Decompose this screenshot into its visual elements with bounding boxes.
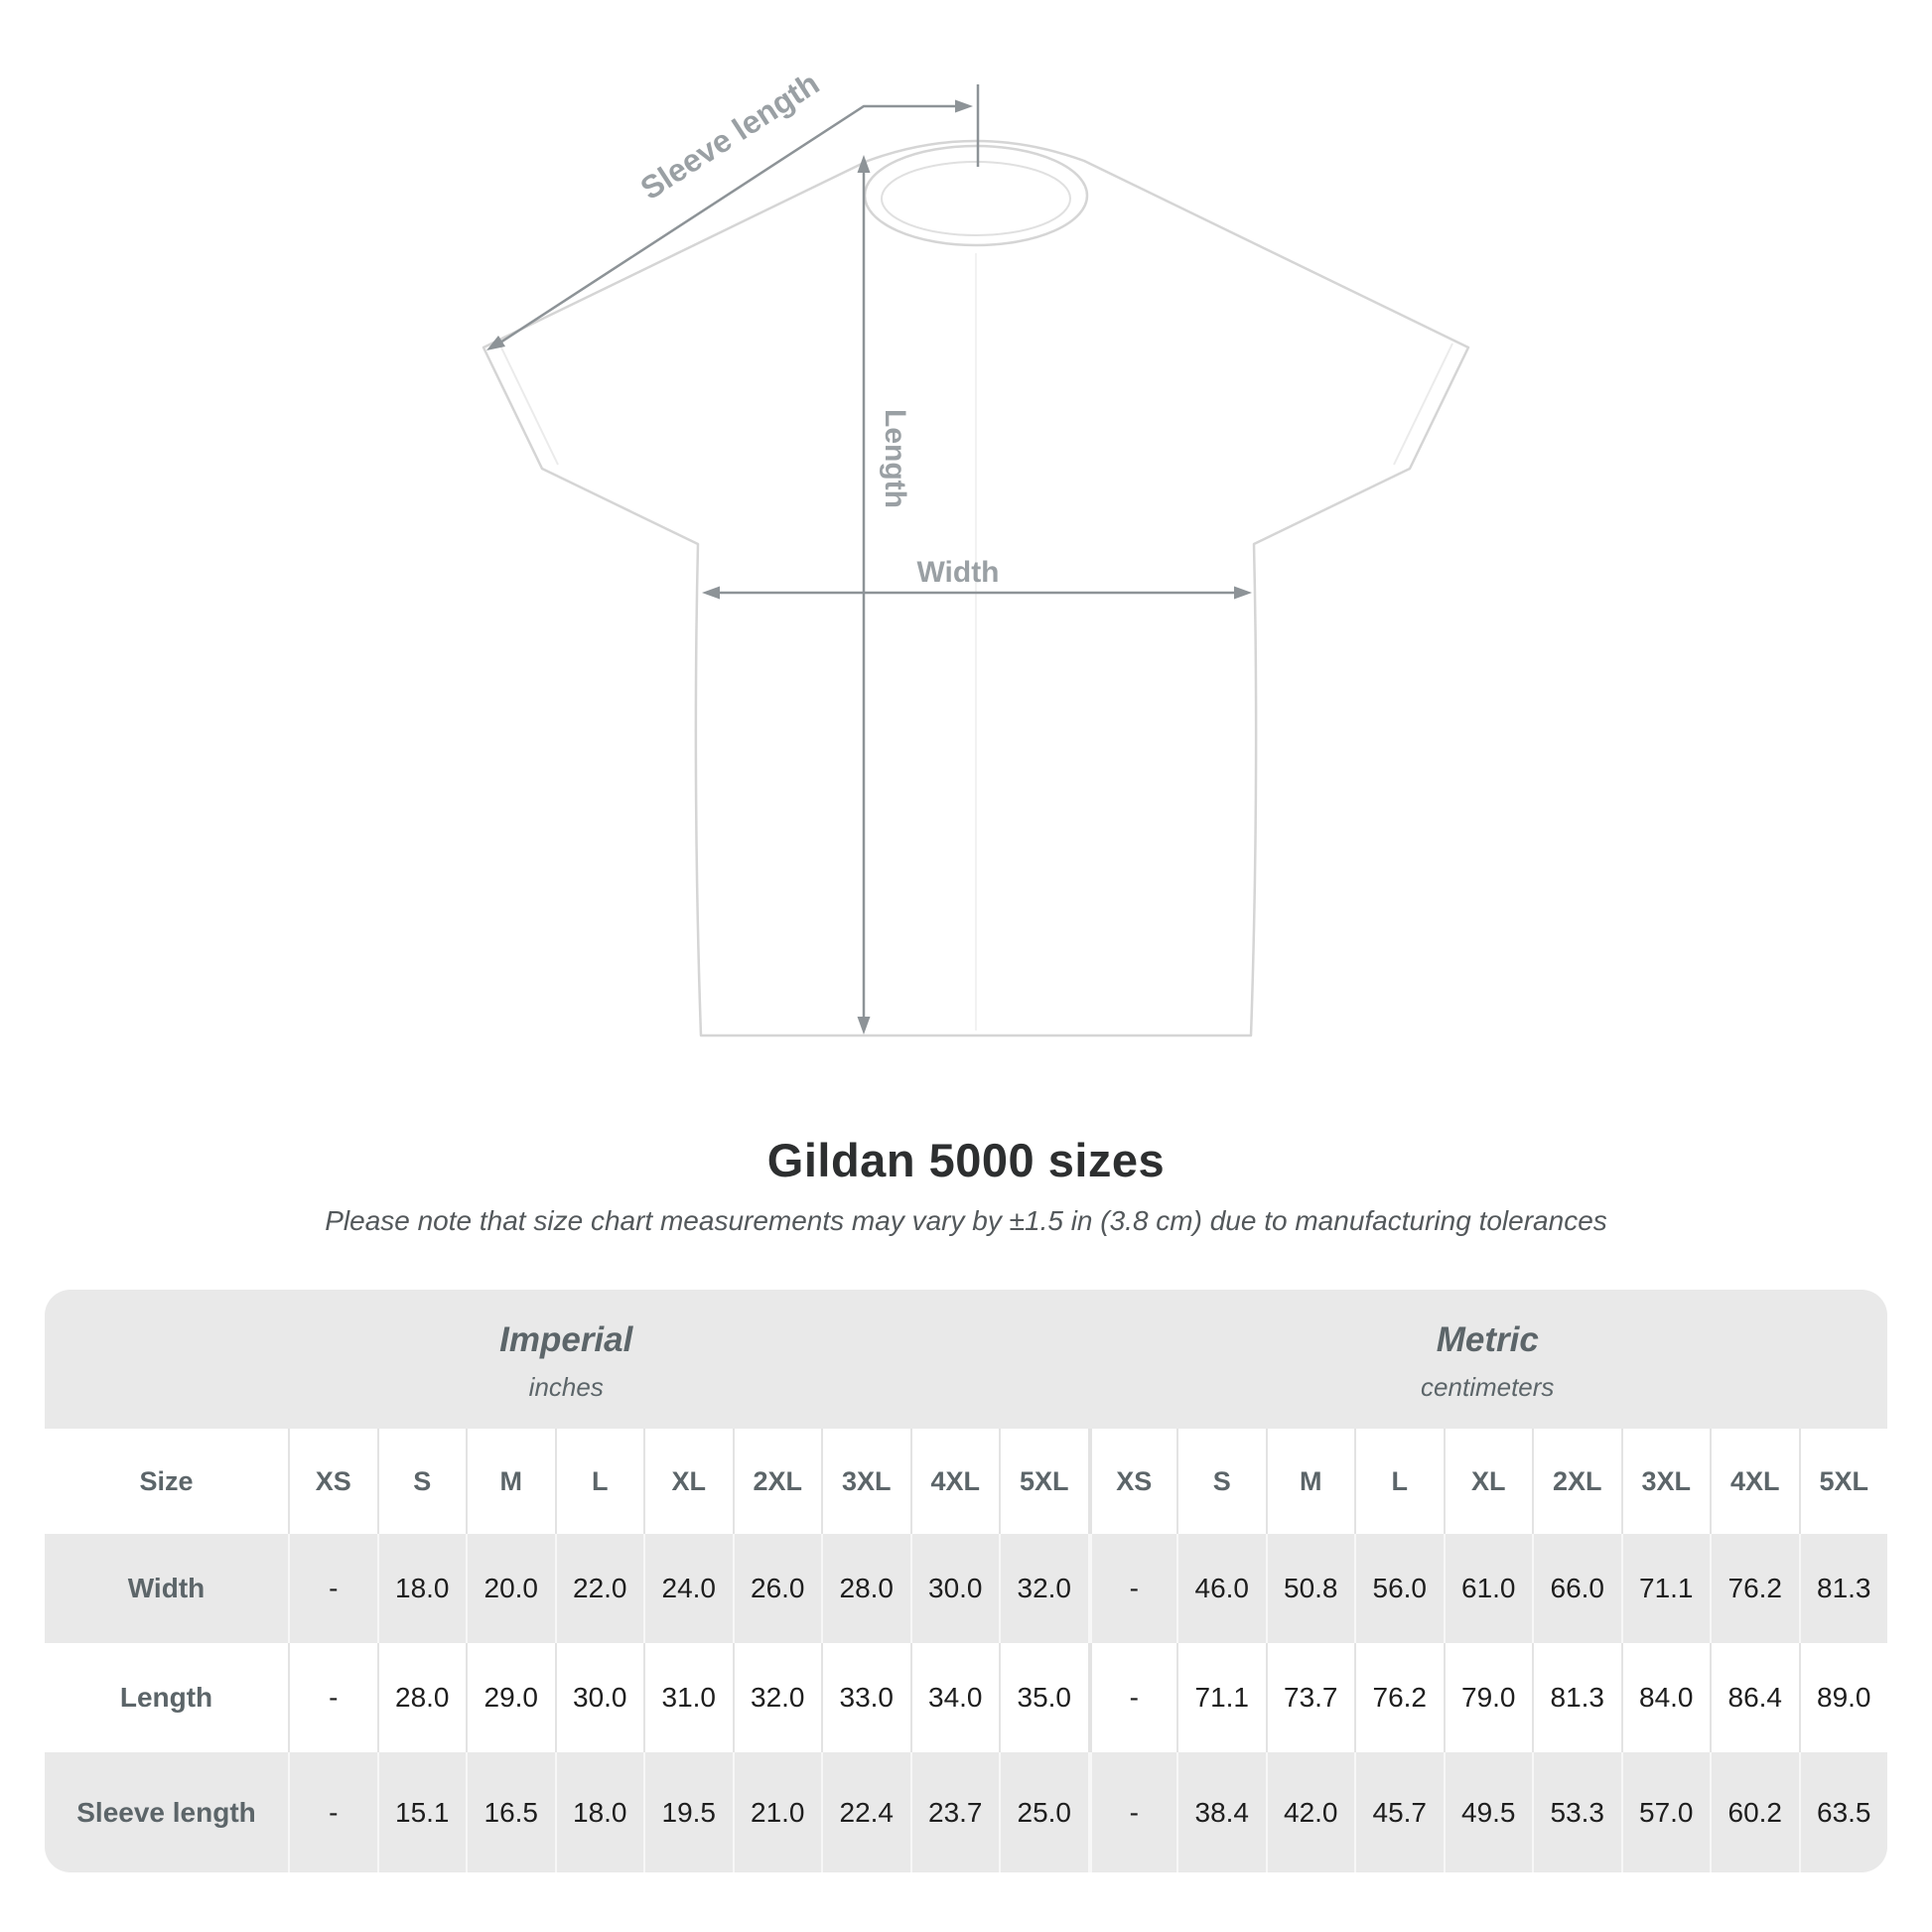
size-table bbox=[45, 1290, 1887, 1872]
length-label: Length bbox=[879, 409, 911, 508]
table-cell: 18.0 bbox=[555, 1752, 644, 1872]
table-cell: 63.5 bbox=[1799, 1752, 1888, 1872]
table-cell: 28.0 bbox=[377, 1643, 467, 1752]
table-cell: 25.0 bbox=[999, 1752, 1088, 1872]
col-header-metric-l: L bbox=[1354, 1429, 1444, 1534]
sleeve-length-arrowhead-collar bbox=[955, 100, 973, 113]
table-cell: 20.0 bbox=[466, 1534, 555, 1643]
tolerance-note: Please note that size chart measurements may vary by ±1.5 in (3.8 cm) due to manufacturing tolerances bbox=[325, 1205, 1607, 1236]
col-header-metric-5xl: 5XL bbox=[1799, 1429, 1888, 1534]
table-cell: 46.0 bbox=[1176, 1534, 1266, 1643]
row-label-sleeve-length: Sleeve length bbox=[76, 1796, 256, 1828]
table-cell: 15.1 bbox=[377, 1752, 467, 1872]
table-cell: 26.0 bbox=[733, 1534, 822, 1643]
col-header-metric-4xl: 4XL bbox=[1710, 1429, 1799, 1534]
imperial-group-header bbox=[45, 1290, 1088, 1429]
table-cell: - bbox=[1088, 1752, 1177, 1872]
table-cell: 34.0 bbox=[910, 1643, 1000, 1752]
imperial-group-title: Imperial bbox=[499, 1319, 633, 1359]
table-cell: 21.0 bbox=[733, 1752, 822, 1872]
table-cell: 73.7 bbox=[1266, 1643, 1355, 1752]
table-cell: 57.0 bbox=[1621, 1752, 1711, 1872]
row-label-length: Length bbox=[45, 1643, 288, 1752]
page-title: Gildan 5000 sizes bbox=[766, 1134, 1166, 1186]
table-cell: 53.3 bbox=[1532, 1752, 1621, 1872]
table-cell: - bbox=[288, 1643, 377, 1752]
table-cell: 18.0 bbox=[377, 1534, 467, 1643]
table-cell: 33.0 bbox=[821, 1643, 910, 1752]
metric-group-title: Metric bbox=[1436, 1319, 1539, 1359]
width-label: Width bbox=[916, 556, 1000, 589]
table-cell: 79.0 bbox=[1444, 1643, 1533, 1752]
table-cell: 19.5 bbox=[643, 1752, 733, 1872]
table-cell: 76.2 bbox=[1710, 1534, 1799, 1643]
col-header-imperial-5xl: 5XL bbox=[999, 1429, 1088, 1534]
col-header-imperial-xs: XS bbox=[288, 1429, 377, 1534]
sleeve-length-label: Sleeve length bbox=[633, 65, 826, 207]
metric-group-header bbox=[1088, 1290, 1888, 1429]
table-cell: 76.2 bbox=[1354, 1643, 1444, 1752]
table-cell: 66.0 bbox=[1532, 1534, 1621, 1643]
table-cell: 60.2 bbox=[1710, 1752, 1799, 1872]
table-cell: 22.4 bbox=[821, 1752, 910, 1872]
table-cell: 31.0 bbox=[643, 1643, 733, 1752]
table-cell: 50.8 bbox=[1266, 1534, 1355, 1643]
table-cell: 32.0 bbox=[999, 1534, 1088, 1643]
col-header-imperial-xl: XL bbox=[643, 1429, 733, 1534]
col-header-imperial-l: L bbox=[555, 1429, 644, 1534]
table-cell: 35.0 bbox=[999, 1643, 1088, 1752]
table-cell: 32.0 bbox=[733, 1643, 822, 1752]
collar-inner bbox=[882, 162, 1070, 235]
col-header-metric-xl: XL bbox=[1444, 1429, 1533, 1534]
table-cell: 81.3 bbox=[1799, 1534, 1888, 1643]
col-header-metric-xs: XS bbox=[1088, 1429, 1177, 1534]
table-cell: - bbox=[1088, 1534, 1177, 1643]
col-header-imperial-4xl: 4XL bbox=[910, 1429, 1000, 1534]
col-header-metric-3xl: 3XL bbox=[1621, 1429, 1711, 1534]
table-cell: 71.1 bbox=[1176, 1643, 1266, 1752]
imperial-group-unit: inches bbox=[528, 1371, 604, 1402]
table-cell: 30.0 bbox=[910, 1534, 1000, 1643]
col-header-metric-2xl: 2XL bbox=[1532, 1429, 1621, 1534]
col-header-imperial-s: S bbox=[377, 1429, 467, 1534]
table-cell: 30.0 bbox=[555, 1643, 644, 1752]
table-cell: 38.4 bbox=[1176, 1752, 1266, 1872]
table-cell: 24.0 bbox=[643, 1534, 733, 1643]
col-header-imperial-m: M bbox=[466, 1429, 555, 1534]
table-cell: 71.1 bbox=[1621, 1534, 1711, 1643]
table-cell: 61.0 bbox=[1444, 1534, 1533, 1643]
table-cell: 45.7 bbox=[1354, 1752, 1444, 1872]
table-cell: 22.0 bbox=[555, 1534, 644, 1643]
table-cell: - bbox=[288, 1534, 377, 1643]
table-cell: 29.0 bbox=[466, 1643, 555, 1752]
table-cell: 81.3 bbox=[1532, 1643, 1621, 1752]
table-cell: 49.5 bbox=[1444, 1752, 1533, 1872]
col-header-metric-s: S bbox=[1176, 1429, 1266, 1534]
row-label-width: Width bbox=[127, 1573, 206, 1603]
table-cell: 86.4 bbox=[1710, 1643, 1799, 1752]
table-cell: 28.0 bbox=[821, 1534, 910, 1643]
table-cell: 89.0 bbox=[1799, 1643, 1888, 1752]
col-header-metric-m: M bbox=[1266, 1429, 1355, 1534]
table-cell: 84.0 bbox=[1621, 1643, 1711, 1752]
table-cell: 23.7 bbox=[910, 1752, 1000, 1872]
table-cell: 42.0 bbox=[1266, 1752, 1355, 1872]
table-cell: - bbox=[288, 1752, 377, 1872]
col-header-imperial-3xl: 3XL bbox=[821, 1429, 910, 1534]
size-row-header: Size bbox=[45, 1429, 288, 1534]
col-header-imperial-2xl: 2XL bbox=[733, 1429, 822, 1534]
metric-group-unit: centimeters bbox=[1421, 1371, 1555, 1402]
table-cell: 16.5 bbox=[466, 1752, 555, 1872]
table-cell: - bbox=[1088, 1643, 1177, 1752]
table-cell: 56.0 bbox=[1354, 1534, 1444, 1643]
